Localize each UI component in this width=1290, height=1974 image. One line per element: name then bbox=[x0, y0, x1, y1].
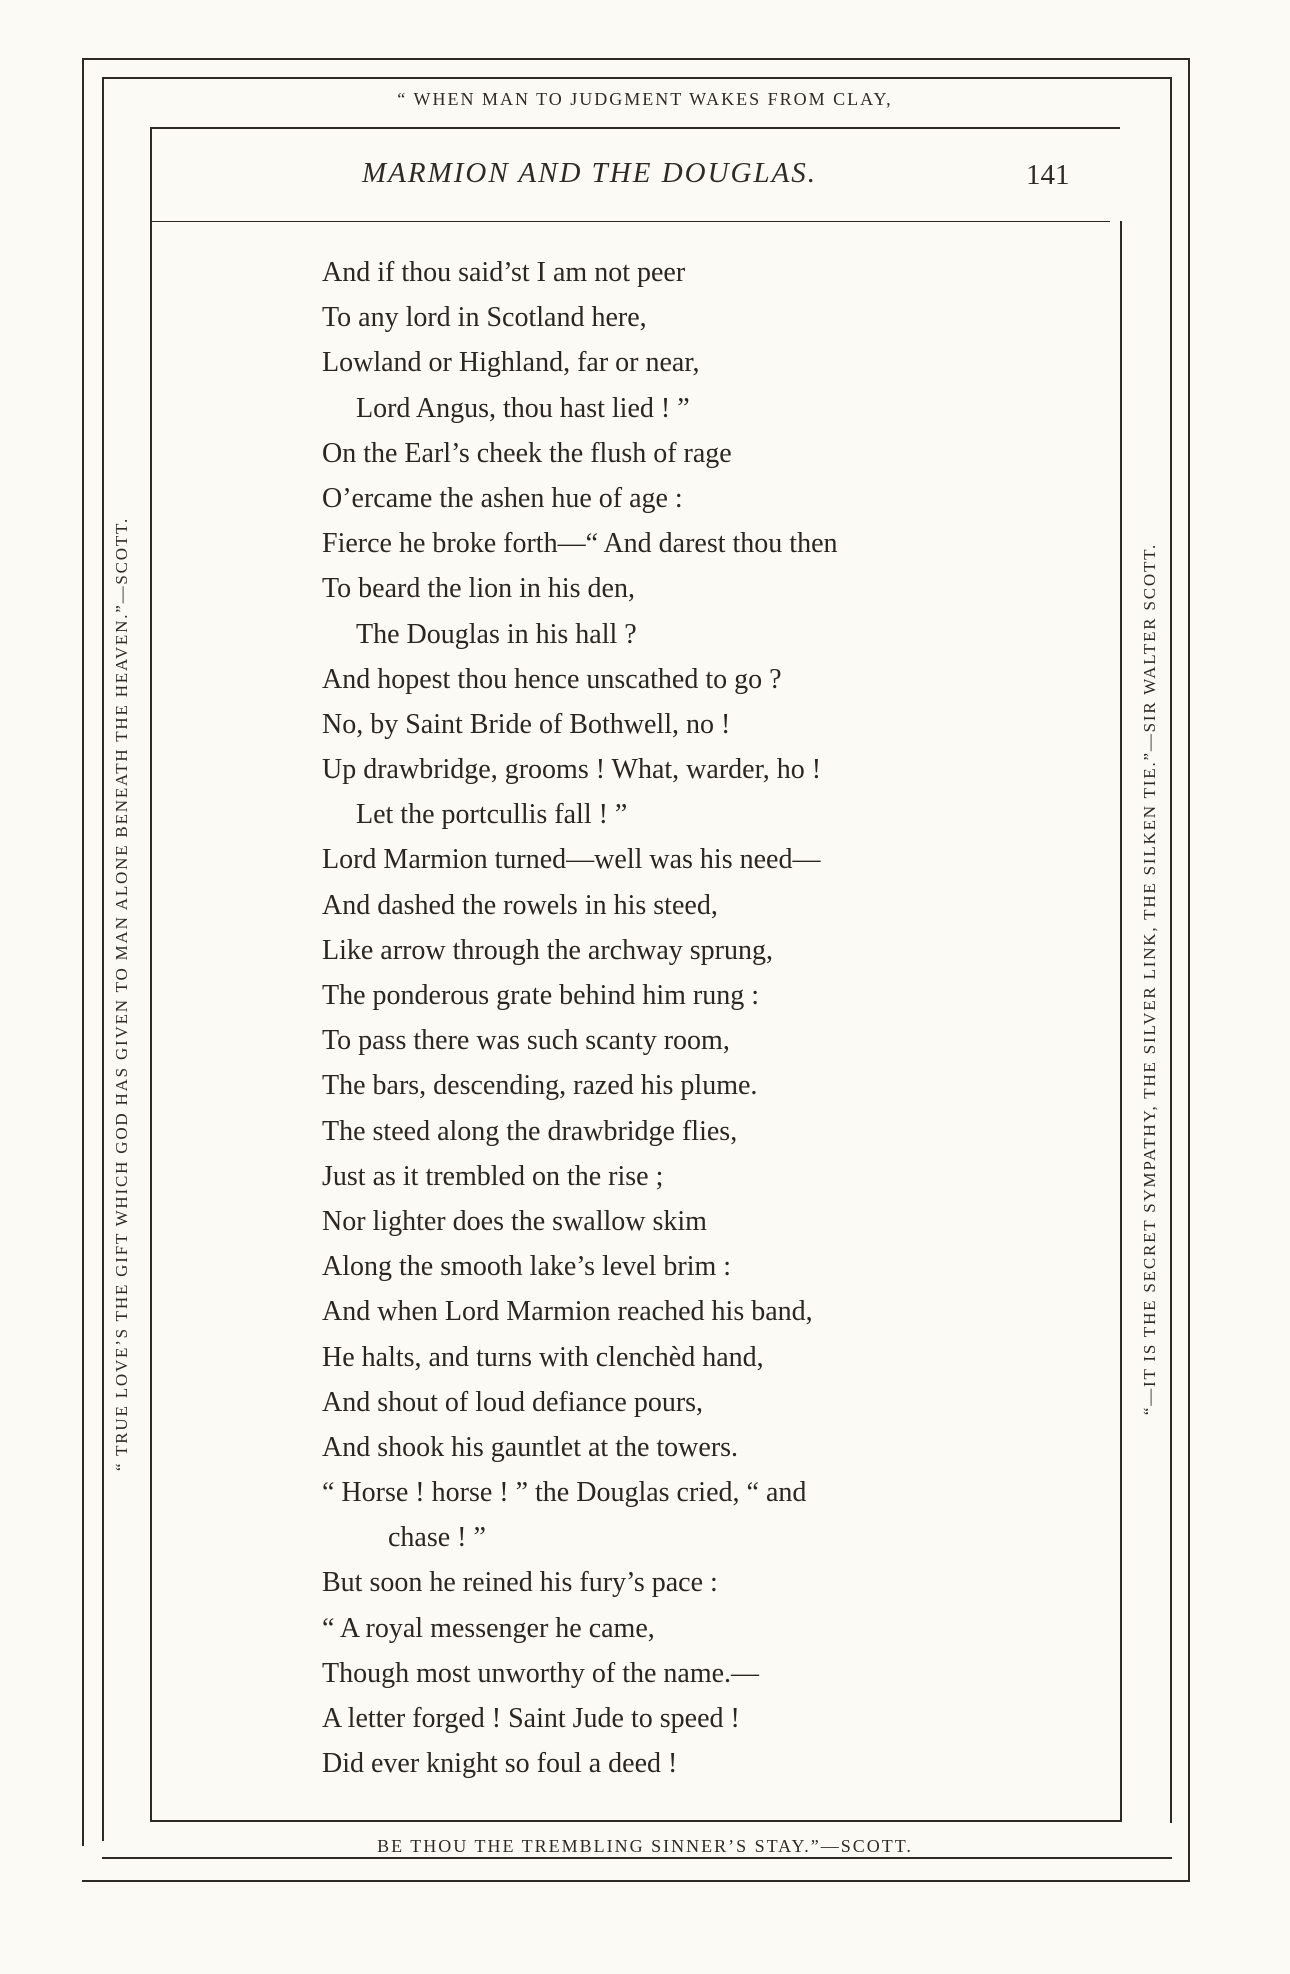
poem-line: Did ever knight so foul a deed ! bbox=[322, 1748, 678, 1780]
poem-line: And if thou said’st I am not peer bbox=[322, 257, 686, 288]
bottom-border-motto: BE THOU THE TREMBLING SINNER’S STAY.”—SCOTT. bbox=[377, 1836, 913, 1856]
poem-line: To pass there was such scanty room, bbox=[322, 1025, 730, 1057]
outer-border-top bbox=[82, 58, 1190, 60]
page-number: 141 bbox=[1026, 159, 1070, 191]
poem-line: chase ! ” bbox=[388, 1522, 486, 1554]
poem-line: A letter forged ! Saint Jude to speed ! bbox=[322, 1703, 740, 1734]
inner-border-left bbox=[150, 127, 152, 1822]
inner-border-bottom bbox=[150, 1820, 1122, 1822]
poem-line: No, by Saint Bride of Bothwell, no ! bbox=[322, 708, 731, 740]
header-rule bbox=[150, 221, 1110, 222]
poem-line: On the Earl’s cheek the flush of rage bbox=[322, 437, 732, 469]
poem-line: Let the portcullis fall ! ” bbox=[356, 799, 628, 831]
top-border-motto: “ WHEN MAN TO JUDGMENT WAKES FROM CLAY, bbox=[397, 89, 893, 109]
outer-border-bottom bbox=[82, 1880, 1190, 1882]
poem-line: And hopest thou hence unscathed to go ? bbox=[322, 663, 782, 695]
inner-border-right bbox=[1120, 221, 1122, 1822]
poem-line: Fierce he broke forth—“ And darest thou then bbox=[322, 528, 838, 560]
poem-line: O’ercame the ashen hue of age : bbox=[322, 482, 683, 514]
poem-line: Lowland or Highland, far or near, bbox=[322, 347, 700, 379]
poem-line: Up drawbridge, grooms ! What, warder, ho ! bbox=[322, 754, 822, 786]
right-border-motto: “—IT IS THE SECRET SYMPATHY, THE SILVER LINK, THE SILKEN TIE.”—SIR WALTER SCOTT. bbox=[1140, 542, 1159, 1416]
poem-line: And shout of loud defiance pours, bbox=[322, 1386, 704, 1418]
outer-border-left bbox=[82, 58, 84, 1846]
poem-line: To beard the lion in his den, bbox=[322, 573, 635, 605]
poem-line: Though most unworthy of the name.— bbox=[322, 1657, 760, 1689]
poem-line: Like arrow through the archway sprung, bbox=[322, 934, 773, 966]
poem-line: Lord Angus, thou hast lied ! ” bbox=[356, 392, 690, 424]
poem-line: The Douglas in his hall ? bbox=[356, 618, 637, 650]
poem-line: The steed along the drawbridge flies, bbox=[322, 1115, 738, 1147]
poem-text bbox=[322, 250, 838, 1786]
poem-line: And shook his gauntlet at the towers. bbox=[322, 1431, 739, 1463]
middle-border-bottom bbox=[102, 1857, 1172, 1859]
poem-line: To any lord in Scotland here, bbox=[322, 302, 647, 334]
poem-line: Nor lighter does the swallow skim bbox=[322, 1205, 707, 1237]
inner-border-top bbox=[150, 127, 1120, 129]
poem-line: “ Horse ! horse ! ” the Douglas cried, “ and bbox=[322, 1477, 807, 1509]
poem-line: The ponderous grate behind him rung : bbox=[322, 980, 760, 1011]
middle-border-left bbox=[102, 77, 104, 1841]
poem-line: But soon he reined his fury’s pace : bbox=[322, 1567, 718, 1599]
left-border-motto: “ TRUE LOVE’S THE GIFT WHICH GOD HAS GIVEN TO MAN ALONE BENEATH THE HEAVEN.”—SCOTT. bbox=[112, 516, 131, 1472]
outer-border-right bbox=[1188, 58, 1190, 1882]
poem-line: The bars, descending, razed his plume. bbox=[322, 1070, 758, 1102]
poem-line: “ A royal messenger he came, bbox=[322, 1612, 655, 1644]
poem-line: Just as it trembled on the rise ; bbox=[322, 1160, 664, 1192]
poem-line: Lord Marmion turned—well was his need— bbox=[322, 844, 821, 876]
poem-line: And when Lord Marmion reached his band, bbox=[322, 1296, 813, 1328]
running-head-title: MARMION AND THE DOUGLAS. bbox=[362, 157, 818, 189]
middle-border-right bbox=[1170, 77, 1172, 1823]
middle-border-top bbox=[102, 77, 1172, 79]
poem-line: Along the smooth lake’s level brim : bbox=[322, 1251, 732, 1283]
poem-line: He halts, and turns with clenchèd hand, bbox=[322, 1341, 764, 1373]
poem-line: And dashed the rowels in his steed, bbox=[322, 889, 718, 921]
